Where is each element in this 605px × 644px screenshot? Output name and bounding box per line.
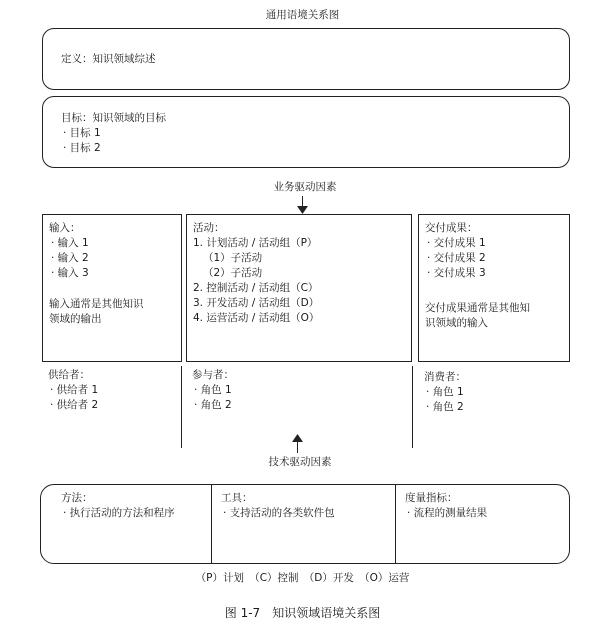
legend: （P）计划 （C）控制 （D）开发 （O）运营 xyxy=(195,572,410,584)
figure-caption: 图 1-7 知识领域语境关系图 xyxy=(224,606,381,620)
participant-item: · 角色 2 xyxy=(194,399,232,411)
section-divider xyxy=(211,485,212,563)
inputs-note-line: 输入通常是其他知识 xyxy=(49,298,144,310)
business-drivers-label: 业务驱动因素 xyxy=(273,181,337,193)
inputs-note-line: 领域的输出 xyxy=(49,313,102,325)
section-divider xyxy=(395,485,396,563)
inputs-list xyxy=(51,236,89,281)
suppliers-list xyxy=(50,383,98,413)
activity-item: 2. 控制活动 / 活动组（C） xyxy=(193,282,319,294)
consumer-item: · 角色 1 xyxy=(426,386,464,398)
deliverable-item: · 交付成果 2 xyxy=(427,252,486,264)
deliverables-box xyxy=(418,214,570,362)
participants-section xyxy=(192,368,234,413)
input-item: · 输入 3 xyxy=(51,267,89,279)
sub-activity-item: （2）子活动 xyxy=(203,267,263,279)
technical-drivers-label: 技术驱动因素 xyxy=(268,456,332,468)
metrics-label: 度量指标： xyxy=(405,492,458,504)
methods-item: · 执行活动的方法和程序 xyxy=(63,507,175,519)
suppliers-label: 供给者： xyxy=(48,369,90,381)
deliverables-list xyxy=(427,236,486,281)
goals-list xyxy=(63,126,101,156)
sub-activity-item: （1）子活动 xyxy=(203,252,263,264)
goals-box xyxy=(42,96,570,168)
consumers-section xyxy=(424,370,466,415)
deliverable-item: · 交付成果 1 xyxy=(427,237,486,249)
separator-line xyxy=(412,366,413,448)
participant-item: · 角色 1 xyxy=(194,384,232,396)
activities-label: 活动： xyxy=(193,222,225,234)
definition-box xyxy=(42,28,570,90)
enablers-box xyxy=(40,484,570,564)
goal-item: · 目标 1 xyxy=(63,127,101,139)
deliverable-item: · 交付成果 3 xyxy=(427,267,486,279)
separator-line xyxy=(181,366,182,448)
activities-box xyxy=(186,214,412,362)
tools-label: 工具： xyxy=(221,492,253,504)
goals-label: 目标：知识领域的目标 xyxy=(61,112,166,124)
supplier-item: · 供给者 2 xyxy=(50,399,99,411)
deliverables-note-line: 识领域的输入 xyxy=(425,317,488,329)
deliverables-note-line: 交付成果通常是其他知 xyxy=(425,302,530,314)
tools-item: · 支持活动的各类软件包 xyxy=(223,507,335,519)
diagram-title: 通用语境关系图 xyxy=(265,9,340,21)
activity-item: 4. 运营活动 / 活动组（O） xyxy=(193,312,320,324)
input-item: · 输入 2 xyxy=(51,252,89,264)
definition-text: 定义：知识领域综述 xyxy=(61,53,156,65)
consumer-item: · 角色 2 xyxy=(426,401,464,413)
deliverables-label: 交付成果： xyxy=(425,222,478,234)
activity-item: 3. 开发活动 / 活动组（D） xyxy=(193,297,320,309)
consumers-label: 消费者： xyxy=(424,371,466,383)
input-item: · 输入 1 xyxy=(51,237,89,249)
down-arrow-icon xyxy=(297,206,308,214)
metrics-item: · 流程的测量结果 xyxy=(407,507,488,519)
supplier-item: · 供给者 1 xyxy=(50,384,99,396)
activity-item: 1. 计划活动 / 活动组（P） xyxy=(193,237,318,249)
technical-drivers-arrow-line xyxy=(297,441,298,453)
methods-label: 方法： xyxy=(61,492,93,504)
suppliers-section xyxy=(48,368,98,413)
inputs-label: 输入： xyxy=(49,222,81,234)
participants-list xyxy=(194,383,234,413)
consumers-list xyxy=(426,385,466,415)
participants-label: 参与者： xyxy=(192,369,234,381)
inputs-box xyxy=(42,214,182,362)
goal-item: · 目标 2 xyxy=(63,142,101,154)
